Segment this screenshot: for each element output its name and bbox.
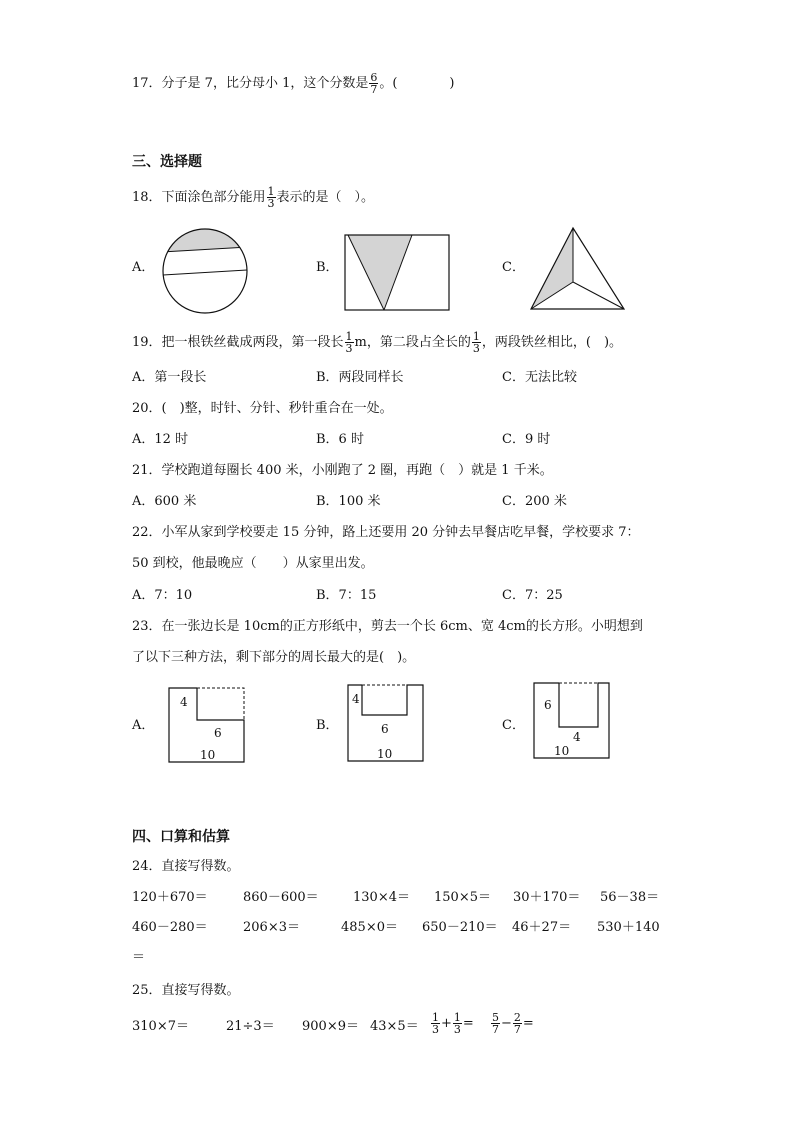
q23-option-b[interactable]: B．: [316, 718, 339, 733]
q22-option-a[interactable]: A．7：10: [132, 588, 193, 603]
question-23-line-1: 23．在一张边长是 10cm的正方形纸中，剪去一个长 6cm、宽 4cm的长方形。小明想到: [132, 619, 643, 634]
q23-figure-c: [533, 682, 611, 760]
q24-item: 46＋27＝: [512, 920, 572, 935]
q24-item: 150×5＝: [434, 890, 491, 905]
q23-figure-b: [347, 684, 425, 762]
q18-figure-a-circle: [162, 228, 248, 314]
q23a-label-10: 10: [200, 748, 216, 762]
q23-option-c[interactable]: C．: [502, 718, 525, 733]
q25-item: 43×5＝: [370, 1019, 419, 1034]
q25-fraction-difference: [490, 1012, 534, 1035]
q19-fraction-2: $\frac{1}{3}$: [472, 330, 480, 355]
q25-plus: +: [441, 1016, 452, 1031]
q22-option-b[interactable]: B．7：15: [316, 588, 377, 603]
q24-wrapped-equals: ＝: [132, 950, 146, 965]
q24-item: 530＋140: [597, 920, 660, 935]
q19-option-b[interactable]: B．两段同样长: [316, 370, 404, 385]
q24-item: 30＋170＝: [513, 890, 581, 905]
q25-fraction-sum: [430, 1012, 474, 1035]
q20-option-a[interactable]: A．12 时: [132, 432, 189, 447]
question-24-title: 24．直接写得数。: [132, 859, 240, 874]
q21-option-a[interactable]: A．600 米: [132, 494, 197, 509]
q24-item: 650－210＝: [422, 920, 498, 935]
q18-option-b[interactable]: B．: [316, 260, 339, 275]
q19-option-c[interactable]: C．无法比较: [502, 370, 577, 385]
q25-frac-1: $\frac{1}{3}$: [432, 1011, 439, 1036]
q23b-label-4: 4: [352, 692, 360, 706]
q19-part2: m，第二段占全长的: [354, 335, 471, 350]
q25-frac-2: $\frac{1}{3}$: [453, 1011, 461, 1036]
question-22-line-1: 22．小军从家到学校要走 15 分钟，路上还要用 20 分钟去早餐店吃早餐，学校要求 7：: [132, 525, 640, 540]
question-22-line-2: 50 到校，他最晚应（ ）从家里出发。: [132, 556, 374, 571]
q22-option-c[interactable]: C．7：25: [502, 588, 563, 603]
q25-equals-1: =: [462, 1016, 474, 1031]
q19-option-a[interactable]: A．第一段长: [132, 370, 207, 385]
q24-item: 460－280＝: [132, 920, 208, 935]
question-25-title: 25．直接写得数。: [132, 983, 240, 998]
q19-part3: ，两段铁丝相比，( )。: [481, 335, 623, 350]
q17-suffix: 。( ): [379, 76, 455, 91]
q24-item: 130×4＝: [353, 890, 410, 905]
question-20: 20．( )整，时针、分针、秒针重合在一处。: [132, 401, 393, 416]
question-17: [132, 72, 455, 95]
q25-frac-3: $\frac{5}{7}$: [492, 1011, 499, 1036]
q21-option-b[interactable]: B．100 米: [316, 494, 381, 509]
q24-item: 120＋670＝: [132, 890, 208, 905]
q23c-label-4: 4: [573, 730, 581, 744]
q23a-label-6: 6: [214, 726, 222, 740]
q23b-label-10: 10: [377, 747, 393, 761]
q24-item: 206×3＝: [243, 920, 300, 935]
q25-item: 310×7＝: [132, 1019, 189, 1034]
q17-prefix: 17．分子是 7，比分母小 1，这个分数是: [132, 76, 369, 91]
q17-fraction: $\frac{6}{7}$: [370, 71, 378, 96]
q24-item: 56－38＝: [600, 890, 660, 905]
q20-option-b[interactable]: B．6 时: [316, 432, 364, 447]
q23b-label-6: 6: [381, 722, 389, 736]
question-23-line-2: 了以下三种方法，剩下部分的周长最大的是( )。: [132, 650, 416, 665]
q23-figure-a: [168, 687, 246, 763]
q24-item: 860－600＝: [243, 890, 319, 905]
q19-fraction-1: $\frac{1}{3}$: [345, 330, 353, 355]
q25-item: 900×9＝: [302, 1019, 359, 1034]
question-21: 21．学校跑道每圈长 400 米，小刚跑了 2 圈，再跑（ ）就是 1 千米。: [132, 463, 553, 478]
q25-minus: −: [501, 1016, 512, 1031]
q20-option-c[interactable]: C．9 时: [502, 432, 551, 447]
section-mental-math-title: 四、口算和估算: [132, 829, 230, 845]
q23a-label-4: 4: [180, 695, 188, 709]
q25-equals-2: =: [522, 1016, 534, 1031]
q25-item: 21÷3＝: [226, 1019, 275, 1034]
section-choice-title: 三、选择题: [132, 154, 202, 170]
q23c-label-6: 6: [544, 698, 552, 712]
q18-suffix: 表示的是（ ）。: [276, 190, 375, 205]
question-18: [132, 186, 374, 209]
q24-item: 485×0＝: [341, 920, 398, 935]
q23c-label-10: 10: [554, 744, 570, 758]
q18-fraction: $\frac{1}{3}$: [267, 185, 275, 210]
q21-option-c[interactable]: C．200 米: [502, 494, 567, 509]
q18-figure-b-rectangle: [344, 234, 450, 312]
q18-option-a[interactable]: A．: [132, 260, 155, 275]
q19-part1: 19．把一根铁丝截成两段，第一段长: [132, 335, 344, 350]
q23-option-a[interactable]: A．: [132, 718, 155, 733]
q18-figure-c-triangle: [530, 226, 626, 312]
q18-option-c[interactable]: C．: [502, 260, 525, 275]
question-19: [132, 331, 622, 354]
q18-prefix: 18．下面涂色部分能用: [132, 190, 266, 205]
q25-frac-4: $\frac{2}{7}$: [513, 1011, 521, 1036]
